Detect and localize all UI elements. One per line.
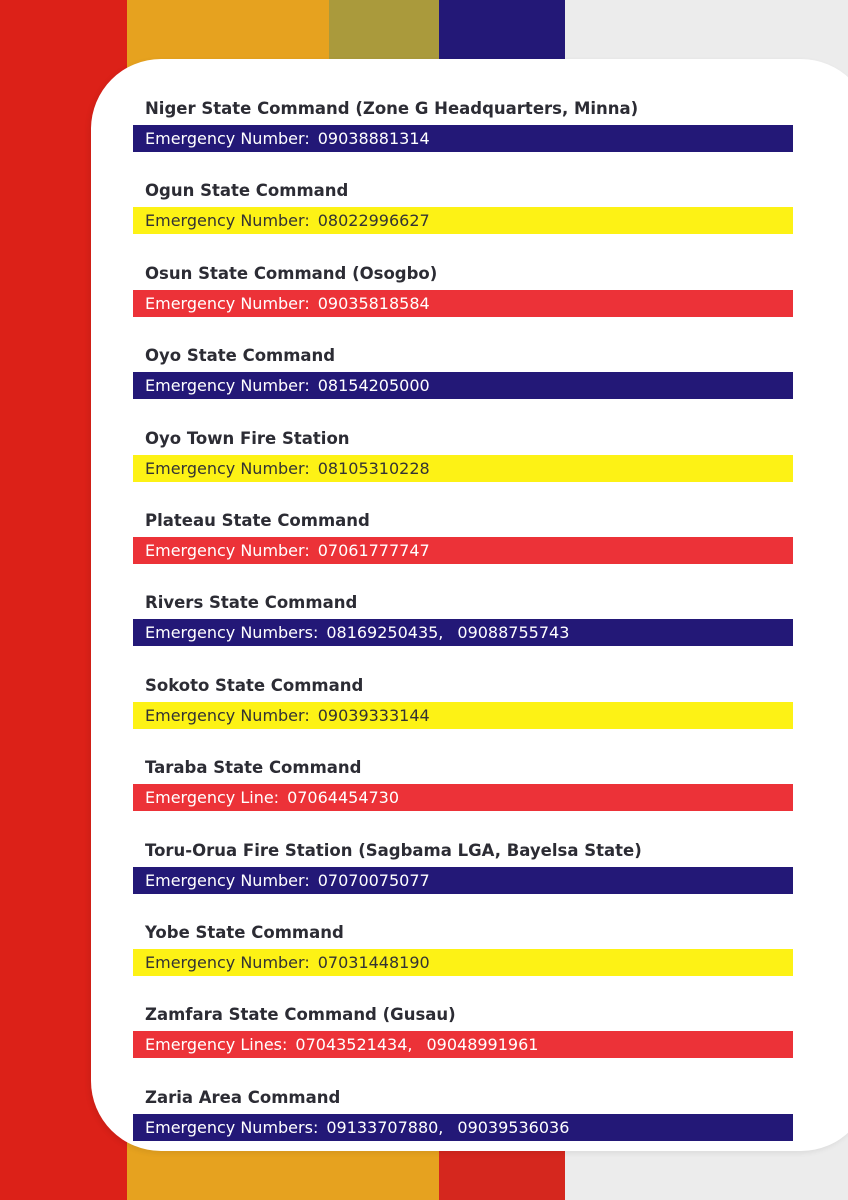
- emergency-number-bar: [133, 207, 793, 234]
- emergency-number-bar: [133, 455, 793, 482]
- command-name: Niger State Command (Zone G Headquarters, Minna): [145, 99, 639, 118]
- contact-entry: [133, 922, 793, 992]
- emergency-label: Emergency Numbers:: [145, 623, 319, 643]
- phone-number[interactable]: 08154205000: [317, 376, 430, 396]
- command-name: Sokoto State Command: [145, 675, 364, 695]
- command-name: Ogun State Command: [145, 181, 349, 201]
- emergency-label: Emergency Number:: [145, 211, 310, 231]
- command-name: Osun State Command (Osogbo): [145, 263, 438, 283]
- emergency-number-bar: [133, 867, 793, 894]
- phone-number[interactable]: 09038881314: [317, 129, 430, 148]
- emergency-label: Emergency Number:: [145, 376, 310, 396]
- contact-entry: [133, 592, 793, 662]
- emergency-number-bar: [133, 1114, 793, 1141]
- emergency-number-bar: [133, 372, 793, 399]
- phone-number[interactable]: 08105310228: [317, 458, 430, 478]
- emergency-number-bar: [133, 1031, 793, 1058]
- phone-number[interactable]: 07031448190: [317, 953, 430, 972]
- contact-entry: [133, 263, 793, 333]
- contact-entry: [133, 510, 793, 580]
- emergency-number-bar: [133, 537, 793, 564]
- contact-entry: [133, 180, 793, 250]
- emergency-label: Emergency Number:: [145, 293, 310, 313]
- contact-entry: [133, 428, 793, 498]
- emergency-label: Emergency Lines:: [145, 1035, 288, 1055]
- command-name: Rivers State Command: [145, 593, 358, 613]
- command-name: Yobe State Command: [145, 923, 344, 942]
- emergency-number-bar: [133, 290, 793, 317]
- phone-number[interactable]: 07043521434,: [295, 1035, 413, 1055]
- emergency-label: Emergency Number:: [145, 953, 310, 972]
- phone-number[interactable]: 07061777747: [317, 541, 430, 560]
- contact-entry: [133, 1087, 793, 1157]
- command-name: Plateau State Command: [145, 511, 370, 530]
- emergency-label: Emergency Number:: [145, 705, 310, 725]
- phone-number[interactable]: 08169250435,: [326, 623, 444, 643]
- emergency-label: Emergency Numbers:: [145, 1117, 319, 1137]
- contact-entry: [133, 1004, 793, 1074]
- contact-entry: [133, 840, 793, 910]
- emergency-label: Emergency Number:: [145, 458, 310, 478]
- command-name: Toru-Orua Fire Station (Sagbama LGA, Bayelsa State): [145, 840, 642, 860]
- contact-entry: [133, 675, 793, 745]
- bottom-stripe-red: [439, 1150, 565, 1200]
- bottom-stripe-orange: [127, 1150, 439, 1200]
- emergency-number-bar: [133, 949, 793, 976]
- command-name: Zamfara State Command (Gusau): [145, 1005, 456, 1025]
- emergency-number-bar: [133, 619, 793, 646]
- phone-number[interactable]: 08022996627: [317, 211, 430, 231]
- phone-number[interactable]: 09039333144: [317, 705, 430, 725]
- phone-number[interactable]: 09133707880,: [326, 1117, 444, 1137]
- emergency-label: Emergency Number:: [145, 541, 310, 560]
- phone-number[interactable]: 09035818584: [317, 293, 430, 313]
- command-name: Oyo Town Fire Station: [145, 428, 350, 448]
- command-name: Oyo State Command: [145, 346, 336, 366]
- emergency-label: Emergency Line:: [145, 788, 280, 808]
- emergency-number-bar: [133, 784, 793, 811]
- phone-number[interactable]: 07064454730: [287, 788, 400, 808]
- phone-number[interactable]: 09088755743: [457, 623, 570, 643]
- content-card: [91, 59, 848, 1151]
- command-name: Taraba State Command: [145, 758, 362, 778]
- command-name: Zaria Area Command: [145, 1087, 341, 1107]
- emergency-label: Emergency Number:: [145, 870, 310, 890]
- phone-number[interactable]: 09048991961: [426, 1035, 539, 1055]
- phone-number[interactable]: 07070075077: [317, 870, 430, 890]
- contact-entry: [133, 757, 793, 827]
- contact-entry: [133, 98, 793, 168]
- phone-number[interactable]: 09039536036: [457, 1117, 570, 1137]
- emergency-number-bar: [133, 702, 793, 729]
- emergency-label: Emergency Number:: [145, 129, 310, 148]
- contact-entry: [133, 345, 793, 415]
- emergency-number-bar: [133, 125, 793, 152]
